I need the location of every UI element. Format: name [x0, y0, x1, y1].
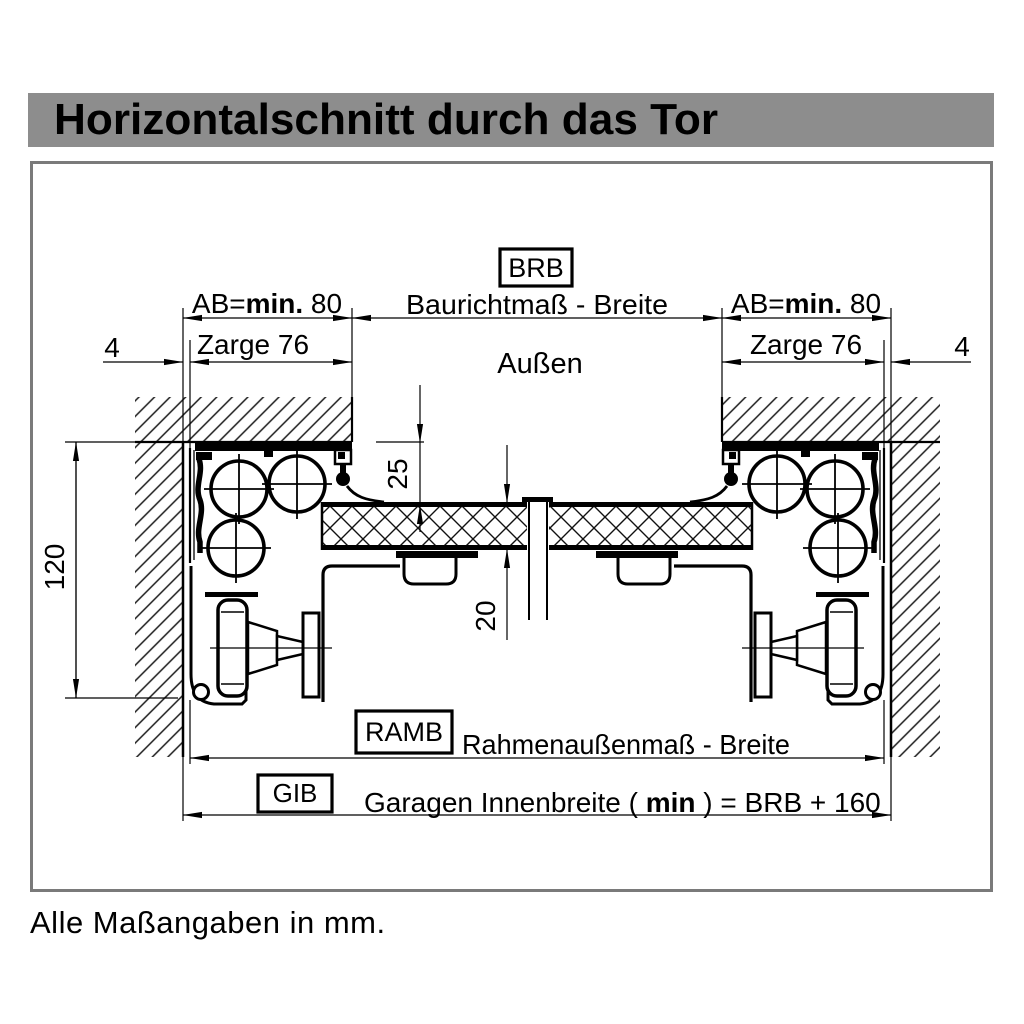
label-dim-120: 120 — [39, 543, 70, 591]
label-zarge-left: Zarge 76 — [196, 329, 310, 360]
label-gib-text — [364, 787, 881, 818]
panel-centre-joint-cap — [522, 497, 553, 502]
label-gap-left: 4 — [104, 332, 120, 363]
label-ab-left — [192, 288, 342, 319]
label-zarge-right: Zarge 76 — [749, 329, 863, 360]
brb-badge-label: BRB — [508, 253, 564, 283]
gib-badge-label: GIB — [272, 778, 318, 808]
ab-right-pre: AB= — [730, 288, 785, 319]
page-title: Horizontalschnitt durch das Tor — [54, 95, 719, 144]
gib-text-min: min — [645, 787, 696, 818]
units-note: Alle Maßangaben in mm. — [30, 905, 386, 940]
label-ab-right — [731, 288, 881, 319]
gib-text-post: ) = BRB + 160 — [695, 787, 881, 818]
label-dim-25: 25 — [382, 458, 413, 490]
wall-side-right — [891, 442, 940, 757]
ab-left-min: min. — [245, 288, 304, 319]
ramb-badge-label: RAMB — [364, 717, 444, 747]
wall-side-left — [135, 442, 183, 757]
label-aussen: Außen — [497, 348, 583, 380]
wall-front-left — [135, 397, 352, 442]
label-gap-right: 4 — [954, 331, 970, 362]
label-ramb-text: Rahmenaußenmaß - Breite — [462, 729, 790, 760]
ab-right-min: min. — [784, 288, 843, 319]
ab-left-pre: AB= — [191, 288, 246, 319]
wall-front-right — [722, 397, 940, 442]
label-dim-20: 20 — [470, 600, 501, 632]
gib-text-pre: Garagen Innenbreite ( — [364, 787, 646, 818]
label-baurichtmass: Baurichtmaß - Breite — [406, 289, 668, 320]
ab-right-post: 80 — [842, 288, 882, 319]
ab-left-post: 80 — [303, 288, 343, 319]
